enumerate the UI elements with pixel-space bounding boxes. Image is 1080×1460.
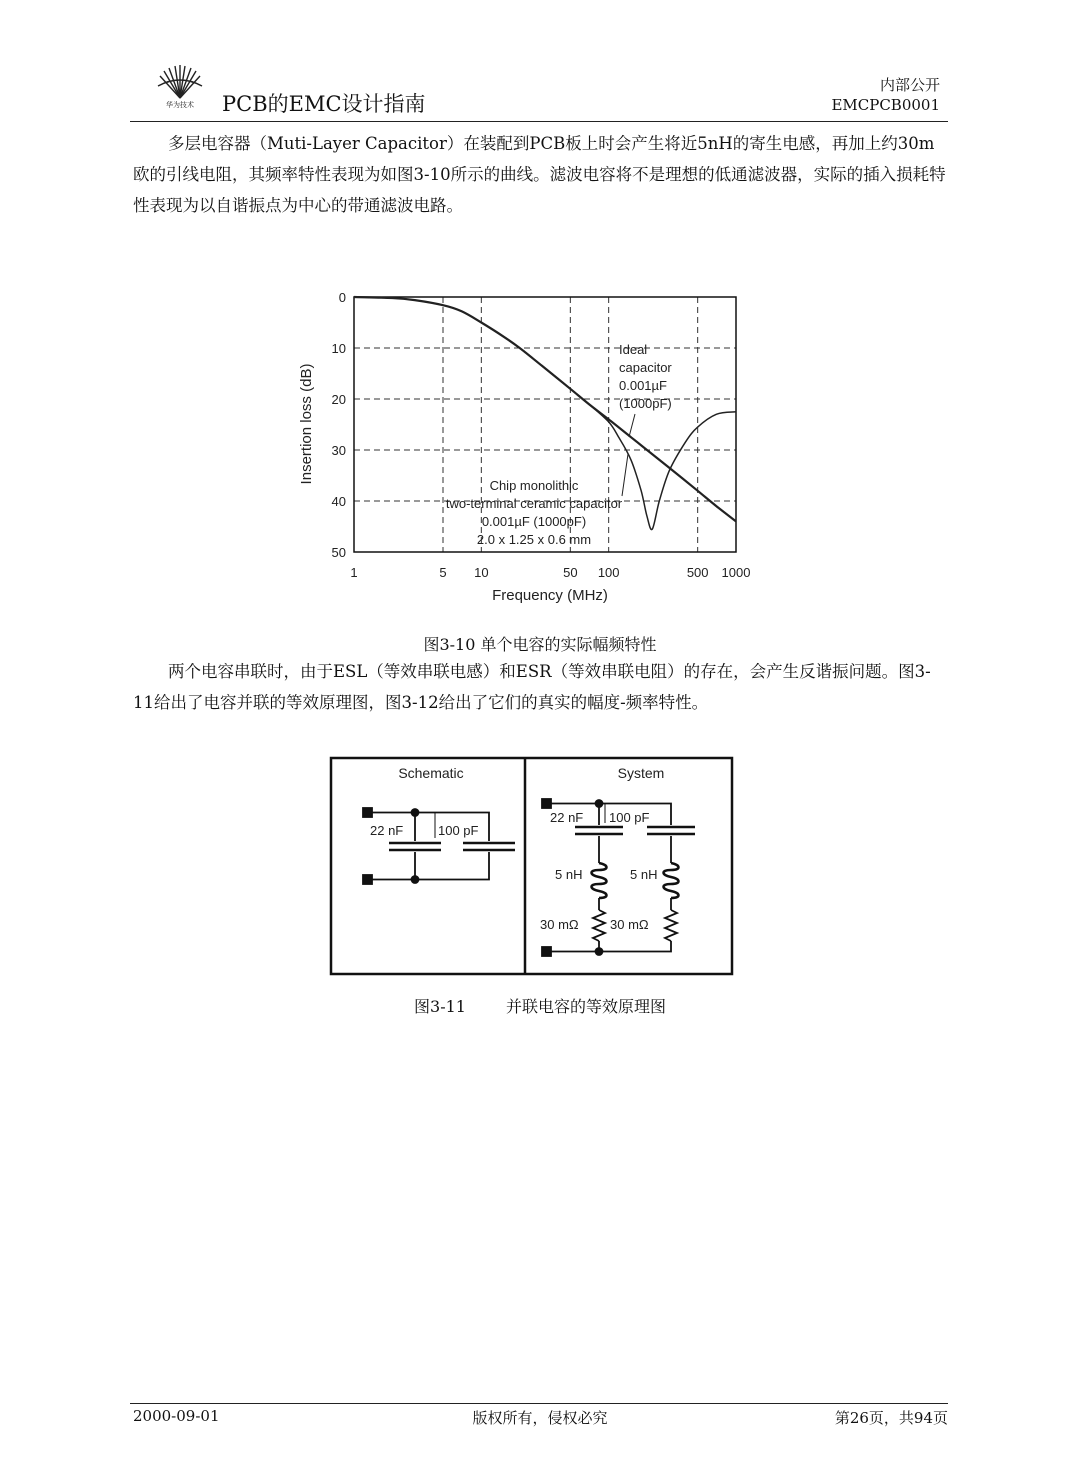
- paragraph-2-text: 两个电容串联时，由于ESL（等效串联电感）和ESR（等效串联电阻）的存在，会产生反谐振问题。图3-11给出了电容并联的等效原理图，图3-12给出了它们的真实的幅度-频率特性。: [133, 662, 931, 712]
- paragraph-1: [133, 128, 948, 221]
- document-code: EMCPCB0001: [831, 96, 940, 114]
- y-tick-labels: [332, 290, 346, 560]
- paragraph-1-text: 多层电容器（Muti-Layer Capacitor）在装配到PCB板上时会产生将近5nH的寄生电感，再加上约30m欧的引线电阻，其频率特性表现为如图3-10所示的曲线。滤波电容将不是理想的低通滤波器，实际的插入损耗特性表现为以自谐振点为中心的带通滤波电路。: [133, 134, 946, 215]
- paragraph-2: [133, 656, 948, 718]
- schematic-left-circuit: [363, 808, 515, 884]
- inductor-1: [592, 863, 607, 898]
- x-axis-label: Frequency (MHz): [492, 587, 608, 604]
- resistor-2: [665, 910, 677, 941]
- header-rule: [130, 121, 948, 122]
- system-title: System: [617, 765, 665, 781]
- system-res-2-label: 30 mΩ: [610, 917, 649, 932]
- footer-date: 2000-09-01: [133, 1407, 220, 1425]
- annotation-ideal-line-2: capacitor: [619, 360, 672, 375]
- system-res-1-label: 30 mΩ: [540, 917, 579, 932]
- annotation-chip-line-1: Chip monolithic: [489, 478, 579, 493]
- x-tick-label: 100: [597, 565, 620, 580]
- y-tick-label: 30: [331, 443, 346, 458]
- company-logo: [150, 60, 210, 110]
- figure-3-11-title: 并联电容的等效原理图: [505, 997, 666, 1016]
- figure-3-10-caption: 图3-10 单个电容的实际幅频特性: [423, 635, 657, 654]
- system-ind-1-label: 5 nH: [555, 867, 583, 882]
- figure-3-11-number: 图3-11: [414, 997, 466, 1016]
- annotation-ideal-leader: [629, 414, 635, 437]
- footer-copyright: 版权所有，侵权必究: [472, 1409, 608, 1427]
- system-cap-100pf-label: 100 pF: [609, 810, 650, 825]
- schematic-cap-100pf-label: 100 pF: [438, 823, 479, 838]
- x-tick-label: 500: [686, 565, 709, 580]
- y-axis-label: Insertion loss (dB): [298, 363, 315, 485]
- schematic-cap-22nf-label: 22 nF: [370, 823, 404, 838]
- insertion-loss-chart: [290, 282, 770, 612]
- parallel-capacitor-schematic: [328, 755, 738, 980]
- terminal-bottom-right: [542, 947, 551, 956]
- annotation-chip-line-4: 2.0 x 1.25 x 0.6 mm: [476, 532, 592, 547]
- annotation-chip-line-2: two-terminal ceramic capacitor: [445, 496, 623, 511]
- figure-3-11-caption: [340, 994, 740, 1017]
- y-tick-label: 20: [331, 392, 346, 407]
- terminal-top-left: [363, 808, 372, 817]
- classification-label: 内部公开: [879, 76, 940, 94]
- logo-mark: [158, 65, 202, 98]
- annotation-chip-leader: [622, 454, 628, 496]
- annotation-ideal-line-1: Ideal: [619, 342, 648, 357]
- y-tick-label: 0: [338, 290, 346, 305]
- x-tick-label: 1000: [721, 565, 751, 580]
- x-tick-label: 1: [350, 565, 358, 580]
- annotation-ideal-line-4: (1000pF): [619, 396, 672, 411]
- y-tick-label: 10: [331, 341, 346, 356]
- x-tick-labels: [350, 565, 750, 580]
- annotation-chip: [446, 478, 623, 547]
- y-tick-label: 40: [331, 494, 346, 509]
- resistor-1: [593, 910, 605, 941]
- schematic-title: Schematic: [398, 765, 464, 781]
- chart-series: [354, 297, 736, 530]
- y-tick-label: 50: [331, 545, 346, 560]
- system-cap-22nf-label: 22 nF: [550, 810, 584, 825]
- x-tick-label: 5: [439, 565, 447, 580]
- footer-rule: [130, 1403, 948, 1404]
- annotation-ideal-line-3: 0.001µF: [619, 378, 667, 393]
- logo-text: 华为技术: [166, 101, 194, 109]
- terminal-top-right: [542, 799, 551, 808]
- system-ind-2-label: 5 nH: [630, 867, 658, 882]
- terminal-bottom-left: [363, 875, 372, 884]
- chip-capacitor-curve: [354, 297, 736, 530]
- x-tick-label: 50: [563, 565, 578, 580]
- inductor-2: [664, 863, 679, 898]
- annotation-ideal: [619, 342, 672, 411]
- footer-page-number: 第26页，共94页: [834, 1409, 948, 1427]
- annotation-chip-line-3: 0.001µF (1000pF): [481, 514, 587, 529]
- x-tick-label: 10: [474, 565, 489, 580]
- document-title: PCB的EMC设计指南: [222, 92, 426, 116]
